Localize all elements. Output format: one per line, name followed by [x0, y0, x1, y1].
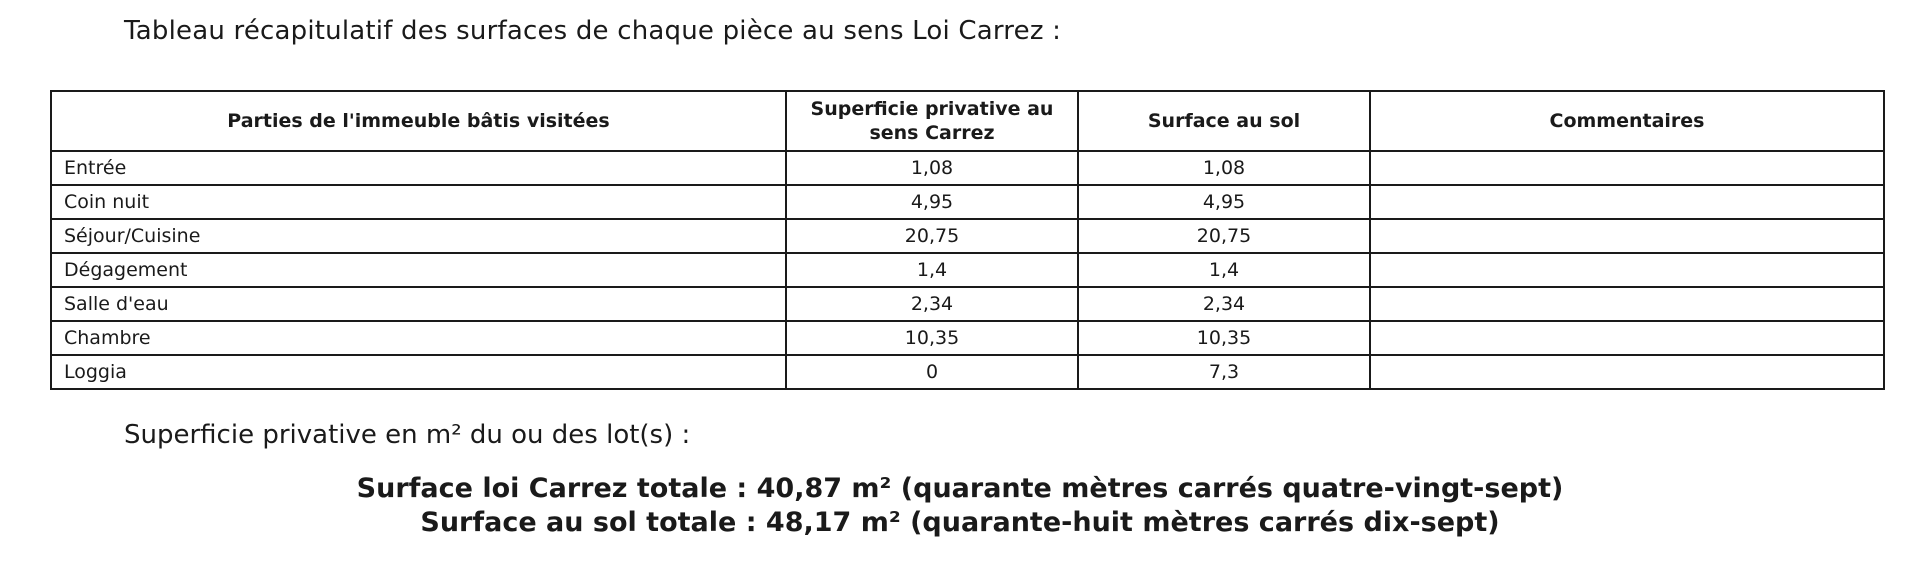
- table-row: [51, 355, 1884, 389]
- carrez-value: 2,34: [786, 287, 1078, 321]
- comment-cell: [1370, 287, 1884, 321]
- superficie-subtitle: Superficie privative en m² du ou des lot(s) :: [124, 420, 691, 450]
- room-name: Loggia: [51, 355, 786, 389]
- sol-value: 4,95: [1078, 185, 1370, 219]
- header-parties: Parties de l'immeuble bâtis visitées: [51, 91, 786, 151]
- comment-cell: [1370, 219, 1884, 253]
- header-commentaires: Commentaires: [1370, 91, 1884, 151]
- room-name: Chambre: [51, 321, 786, 355]
- carrez-value: 4,95: [786, 185, 1078, 219]
- sol-value: 10,35: [1078, 321, 1370, 355]
- total-carrez: Surface loi Carrez totale : 40,87 m² (quarante mètres carrés quatre-vingt-sept): [356, 473, 1564, 504]
- comment-cell: [1370, 253, 1884, 287]
- room-name: Salle d'eau: [51, 287, 786, 321]
- carrez-value: 1,4: [786, 253, 1078, 287]
- comment-cell: [1370, 355, 1884, 389]
- surfaces-table: [50, 90, 1885, 390]
- room-name: Coin nuit: [51, 185, 786, 219]
- room-name: Entrée: [51, 151, 786, 185]
- header-superficie-carrez: Superficie privative au sens Carrez: [786, 91, 1078, 151]
- table-row: [51, 253, 1884, 287]
- table-row: [51, 287, 1884, 321]
- header-surface-sol: Surface au sol: [1078, 91, 1370, 151]
- table-row: [51, 321, 1884, 355]
- intro-text: Tableau récapitulatif des surfaces de chaque pièce au sens Loi Carrez :: [124, 16, 1062, 46]
- table-row: [51, 219, 1884, 253]
- table-row: [51, 151, 1884, 185]
- sol-value: 1,4: [1078, 253, 1370, 287]
- sol-value: 20,75: [1078, 219, 1370, 253]
- comment-cell: [1370, 151, 1884, 185]
- carrez-value: 0: [786, 355, 1078, 389]
- sol-value: 1,08: [1078, 151, 1370, 185]
- total-sol: Surface au sol totale : 48,17 m² (quarante-huit mètres carrés dix-sept): [420, 507, 1500, 538]
- comment-cell: [1370, 321, 1884, 355]
- comment-cell: [1370, 185, 1884, 219]
- table-header-row: [51, 91, 1884, 151]
- carrez-value: 10,35: [786, 321, 1078, 355]
- room-name: Séjour/Cuisine: [51, 219, 786, 253]
- carrez-value: 20,75: [786, 219, 1078, 253]
- sol-value: 7,3: [1078, 355, 1370, 389]
- carrez-value: 1,08: [786, 151, 1078, 185]
- sol-value: 2,34: [1078, 287, 1370, 321]
- table-row: [51, 185, 1884, 219]
- room-name: Dégagement: [51, 253, 786, 287]
